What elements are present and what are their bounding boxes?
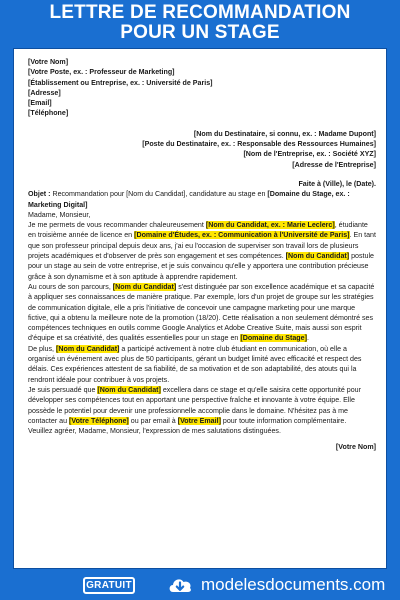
text: , étudiante en troisième année de licence en xyxy=(28,221,368,240)
page-header xyxy=(0,0,400,46)
highlight-internship-domain: [Domaine du Stage] xyxy=(240,334,307,343)
subject-label: Objet : xyxy=(28,190,51,199)
highlight-phone: [Votre Téléphone] xyxy=(69,416,129,425)
title-line-2: POUR UN STAGE xyxy=(120,22,280,43)
paragraph-4 xyxy=(28,385,376,426)
closing-formula: Veuillez agréer, Madame, Monsieur, l'expression de mes salutations distinguées. xyxy=(28,427,281,436)
date-line: Faite à (Ville), le (Date). xyxy=(298,179,376,188)
sender-institution: [Établissement ou Entreprise, ex. : Université de Paris] xyxy=(28,78,213,87)
highlight-candidate-name: [Nom du Candidat] xyxy=(97,385,161,394)
text: De plus, xyxy=(28,344,56,353)
sender-address: [Adresse] xyxy=(28,88,61,97)
text: Je suis persuadé que xyxy=(28,385,98,394)
highlight-candidate-name: [Nom du Candidat, ex. : Marie Leclerc] xyxy=(205,221,335,230)
sender-name: [Votre Nom] xyxy=(28,58,69,66)
text: ou par email à xyxy=(128,416,178,425)
paragraph-2 xyxy=(28,282,376,344)
sender-email: [Email] xyxy=(28,99,52,108)
sender-phone: [Téléphone] xyxy=(28,109,69,118)
text: s'est distinguée par son excellence académique et sa capacité à appliquer ses connaissances de manière pratique. Par exemple, lors d'un projet de groupe sur les stratégies de communication digitale, elle a pris l'initiative de concevoir une campagne marketing pour une marque fictive, qui a obtenu la meilleure note de la promotion (18/20). Cette réalisation a non seulement démontré ses compétences techniques en outils comme Google Analytics et Adobe Creative Suite, mais aussi son esprit d'équipe et sa créativité, des qualités essentielles pour un stage en xyxy=(28,282,375,343)
signature: [Votre Nom] xyxy=(335,443,376,452)
text: Je me permets de vous recommander chaleureusement xyxy=(28,221,206,230)
title-line-1: LETTRE DE RECOMMANDATION xyxy=(49,2,351,23)
letter-body xyxy=(28,57,376,453)
highlight-email: [Votre Email] xyxy=(177,416,221,425)
sender-position: [Votre Poste, ex. : Professeur de Marketing] xyxy=(28,68,175,77)
recipient-name: [Nom du Destinataire, si connu, ex. : Madame Dupont] xyxy=(193,129,376,138)
cloud-download-icon[interactable] xyxy=(167,574,193,596)
paragraph-1 xyxy=(28,220,376,282)
letter-sheet xyxy=(13,48,387,569)
highlight-candidate-name: [Nom du Candidat] xyxy=(112,282,177,291)
site-link[interactable]: modelesdocuments.com xyxy=(201,575,386,594)
footer-bar xyxy=(0,570,400,600)
free-badge[interactable]: GRATUIT xyxy=(83,577,135,594)
recipient-address: [Adresse de l'Entreprise] xyxy=(292,160,376,169)
highlight-candidate-name: [Nom du Candidat] xyxy=(56,344,120,353)
recipient-block xyxy=(28,129,376,170)
recipient-company: [Nom de l'Entreprise, ex. : Société XYZ] xyxy=(243,150,376,159)
text: . xyxy=(306,334,309,343)
text: pour toute information complémentaire. xyxy=(220,416,347,425)
text: . En tant que son professeur principal depuis deux ans, j'ai eu l'occasion de superviser son travail lors de plusieurs projets académiques et d'observer de près son engagement et ses compétences. xyxy=(28,231,376,261)
highlight-study-domain: [Domaine d'Études, ex. : Communication à l'Université de Paris] xyxy=(134,231,350,240)
highlight-candidate-name: [Nom du Candidat] xyxy=(285,252,350,261)
subject-text: Recommandation pour [Nom du Candidat], candidature au stage en xyxy=(50,190,268,199)
recipient-position: [Poste du Destinataire, ex. : Responsable des Ressources Humaines] xyxy=(142,140,376,149)
subject-domain: [Domaine du Stage, ex. : Marketing Digital] xyxy=(28,190,350,209)
salutation: Madame, Monsieur, xyxy=(28,210,91,219)
text: a participé activement à notre club étudiant en communication, où elle a organisé un événement avec plus de 50 participants, gérant un budget limité avec efficacité et respect des délais. Ces expériences attestent de sa fiabilité, de sa motivation et de son adaptabilité, des atouts qui la rendront idéale pour contribuer à vos projets. xyxy=(28,344,362,384)
text: excellera dans ce stage et qu'elle saisira cette opportunité pour développer ses compétences tout en apportant une perspective fraîche et innovante à votre équipe. Elle possède le potentiel pour devenir une professionnelle accomplie dans le domaine. N'hésitez pas à me contacter au xyxy=(28,385,361,425)
paragraph-3 xyxy=(28,344,376,385)
text: postule pour un stage au sein de votre entreprise, et je suis convaincu qu'elle y apportera une contribution précieuse grâce à son dynamisme et à son aptitude à apprendre rapidement. xyxy=(28,252,374,281)
sender-block xyxy=(28,57,376,119)
subject-line xyxy=(28,189,376,210)
text: Au cours de son parcours, xyxy=(28,282,113,291)
